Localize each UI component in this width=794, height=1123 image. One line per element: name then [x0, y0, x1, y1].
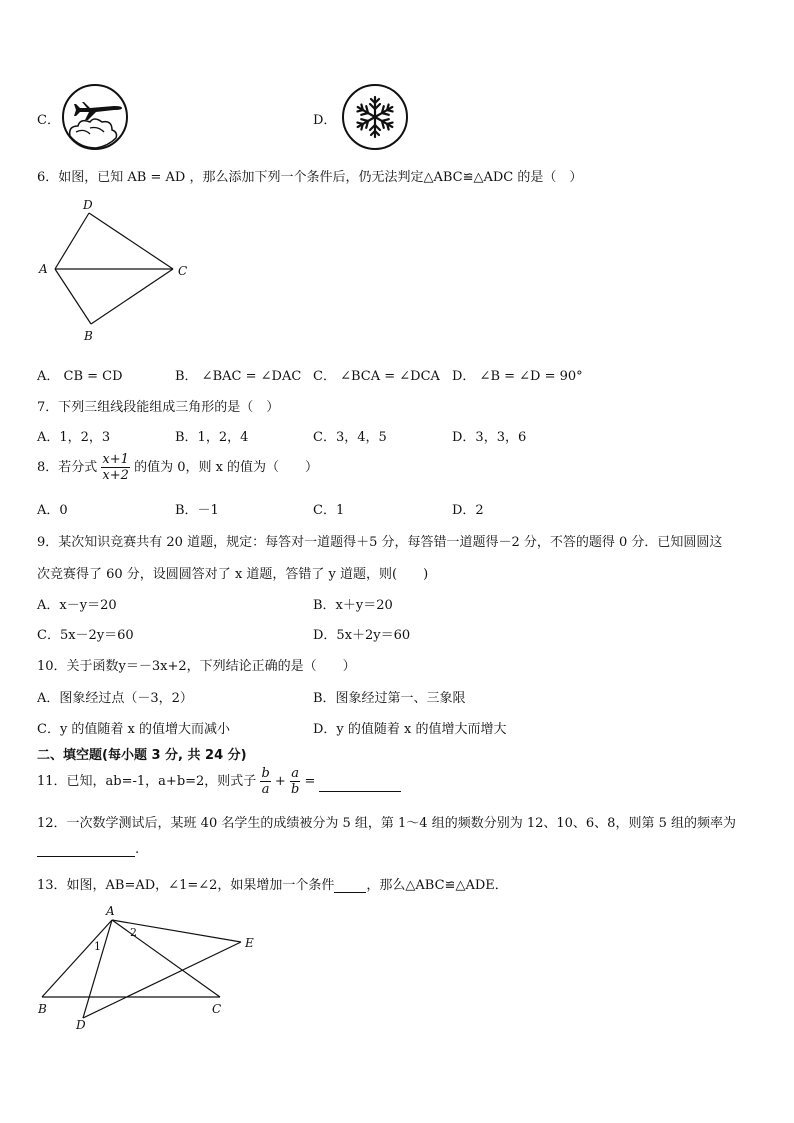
q8-stem-pre: 8．若分式 [37, 460, 98, 475]
q8-stem [37, 452, 318, 483]
q7-stem: 7．下列三组线段能组成三角形的是（ ） [37, 400, 280, 415]
q9-option-b: B．x＋y＝20 [313, 598, 393, 613]
q11-stem-pre: 11．已知，ab=-1，a+b=2，则式子 [37, 774, 257, 789]
q8-fraction-denominator: x+2 [102, 468, 129, 483]
airplane-over-clouds-icon [60, 82, 130, 152]
q13-stem [37, 874, 508, 893]
q12-stem-line1: 12．一次数学测试后，某班 40 名学生的成绩被分为 5 组，第 1～4 组的频数分别为 12、10、6、8，则第 5 组的频率为 [37, 816, 736, 831]
q7-option-d: D．3，3，6 [452, 430, 527, 445]
q8-option-c: C．1 [313, 503, 345, 518]
q11-fraction-1 [260, 766, 270, 797]
q13-label-b: B [38, 1002, 47, 1016]
q13-label-d: D [76, 1018, 86, 1032]
q6-option-a: A． CB = CD [37, 369, 123, 384]
q13-label-c: C [212, 1002, 222, 1016]
q9-stem-line2: 次竞赛得了 60 分，设圆圆答对了 x 道题，答错了 y 道题，则( ) [37, 567, 429, 582]
q13-stem-post: ，那么△ABC≌△ADE． [366, 878, 508, 893]
q9-option-d: D．5x＋2y＝60 [313, 628, 411, 643]
section-2-title: 二、填空题(每小题 3 分, 共 24 分) [37, 748, 247, 763]
q11-fraction-2 [290, 766, 300, 797]
q8-fraction-numerator: x+1 [102, 452, 129, 467]
q8-option-d: D．2 [452, 503, 484, 518]
q6-option-b: B． ∠BAC = ∠DAC [175, 369, 302, 384]
q10-option-a: A．图象经过点（－3，2） [37, 691, 193, 706]
q11-equals: = [304, 774, 316, 789]
q8-option-b: B．－1 [175, 503, 219, 518]
q13-label-a: A [106, 904, 115, 918]
q10-option-b: B．图象经过第一、三象限 [313, 691, 466, 706]
q11-fraction-1-denominator: a [261, 782, 270, 797]
q10-option-c: C．y 的值随着 x 的值增大而减小 [37, 722, 231, 737]
q8-option-a: A．0 [37, 503, 68, 518]
q5-option-d-label: D． [313, 113, 337, 128]
q6-quadrilateral-figure [34, 196, 204, 346]
snowflake-icon [341, 83, 409, 151]
q6-label-a: A [39, 262, 48, 276]
q5-option-c-label: C． [37, 113, 60, 128]
q6-stem: 6．如图，已知 AB = AD ，那么添加下列一个条件后，仍无法判定△ABC≌△ADC 的是（ ） [37, 170, 583, 185]
q9-stem-line1: 9．某次知识竞赛共有 20 道题，规定：每答对一道题得＋5 分，每答错一道题得－2 分，不答的题得 0 分．已知圆圆这 [37, 535, 723, 550]
q13-stem-pre: 13．如图，AB=AD，∠1=∠2，如果增加一个条件 [37, 878, 335, 893]
q13-label-e: E [245, 936, 254, 950]
q12-end: . [135, 842, 140, 857]
q11-stem [37, 766, 401, 797]
q12-answer-row [37, 840, 139, 857]
q7-option-b: B．1，2，4 [175, 430, 249, 445]
q6-option-d: D． ∠B = ∠D = 90° [452, 369, 583, 384]
q11-answer-blank[interactable] [319, 771, 401, 792]
q7-option-c: C．3，4，5 [313, 430, 387, 445]
q13-answer-blank[interactable] [334, 878, 366, 893]
q13-triangles-figure [34, 902, 264, 1032]
q8-stem-post: 的值为 0，则 x 的值为（ ） [134, 460, 319, 475]
q6-option-c: C． ∠BCA = ∠DCA [313, 369, 440, 384]
q11-fraction-2-denominator: b [290, 782, 300, 797]
q13-angle-2: 2 [130, 926, 137, 939]
q8-fraction [101, 452, 130, 483]
q9-option-a: A．x－y＝20 [37, 598, 117, 613]
q13-angle-1: 1 [94, 940, 101, 953]
q9-option-c: C．5x－2y＝60 [37, 628, 134, 643]
q11-fraction-2-numerator: a [291, 766, 300, 781]
q12-answer-blank[interactable] [37, 840, 135, 857]
q10-stem: 10．关于函数y＝－3x+2，下列结论正确的是（ ） [37, 659, 356, 674]
q11-fraction-1-numerator: b [261, 766, 270, 781]
q6-label-c: C [178, 264, 188, 278]
q7-option-a: A．1，2，3 [37, 430, 111, 445]
q11-plus: + [274, 774, 286, 789]
q6-label-b: B [84, 329, 93, 343]
q10-option-d: D．y 的值随着 x 的值增大而增大 [313, 722, 507, 737]
q6-label-d: D [83, 198, 93, 212]
